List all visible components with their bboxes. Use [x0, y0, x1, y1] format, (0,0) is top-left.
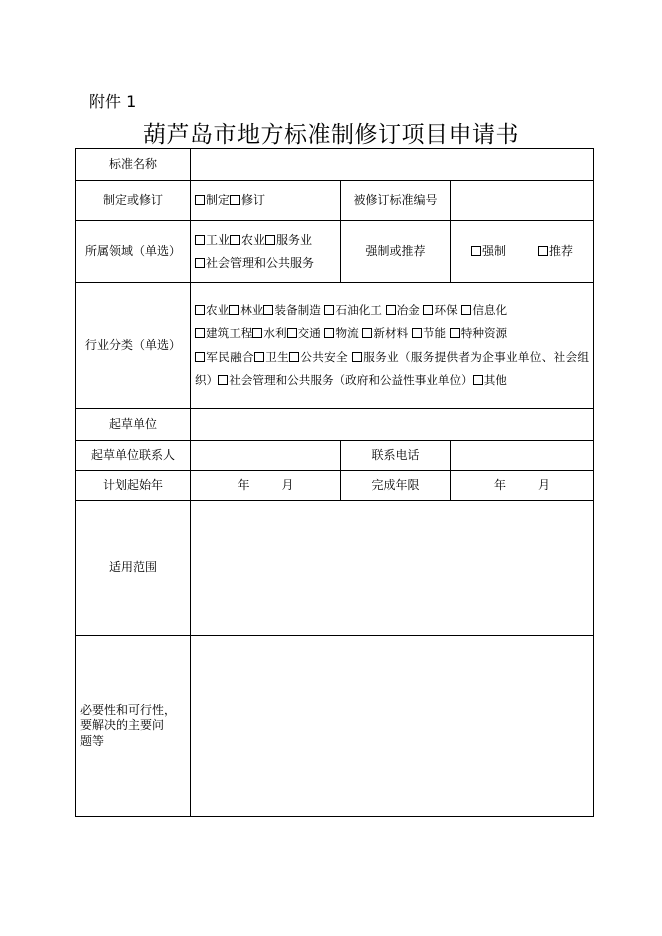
row-scope	[76, 501, 594, 636]
row-standard-name	[76, 149, 594, 181]
application-form	[75, 148, 594, 817]
industry-option-7[interactable]: 建筑工程	[195, 326, 252, 340]
industry-option-8[interactable]: 水利	[252, 326, 286, 340]
label-phone: 联系电话	[341, 441, 451, 471]
phone-field[interactable]	[451, 441, 594, 471]
industry-option-17[interactable]: 服务业（服务提供者为企事业单位、社会组织）	[195, 349, 589, 387]
option-formulate[interactable]: 制定	[195, 193, 230, 207]
label-start-year: 计划起始年	[76, 471, 191, 501]
industry-option-0[interactable]: 农业	[195, 303, 229, 317]
checkbox-icon	[230, 235, 240, 245]
industry-option-1[interactable]: 林业	[229, 303, 263, 317]
checkbox-icon	[195, 235, 205, 245]
checkbox-icon	[289, 352, 299, 362]
option-social-management[interactable]: 社会管理和公共服务	[195, 256, 314, 270]
necessity-field[interactable]	[191, 636, 594, 817]
industry-options	[191, 283, 594, 409]
nature-options	[451, 221, 594, 283]
industry-option-11[interactable]: 新材料	[362, 326, 408, 340]
page-title: 葫芦岛市地方标准制修订项目申请书	[143, 122, 519, 148]
checkbox-icon	[195, 328, 205, 338]
industry-option-18[interactable]: 社会管理和公共服务（政府和公益性事业单位）	[218, 373, 472, 387]
checkbox-icon	[362, 328, 372, 338]
row-field	[76, 221, 594, 283]
checkbox-icon	[412, 328, 422, 338]
option-mandatory[interactable]: 强制	[471, 244, 506, 258]
label-deadline: 完成年限	[341, 471, 451, 501]
industry-option-6[interactable]: 信息化	[461, 303, 507, 317]
label-contact: 起草单位联系人	[76, 441, 191, 471]
checkbox-icon	[265, 235, 275, 245]
row-dates	[76, 471, 594, 501]
row-drafter	[76, 409, 594, 441]
checkbox-icon	[229, 305, 239, 315]
row-necessity	[76, 636, 594, 817]
type-options	[191, 181, 341, 221]
revised-standard-no-field[interactable]	[451, 181, 594, 221]
industry-option-10[interactable]: 物流	[324, 326, 358, 340]
deadline-field[interactable]: 年 月	[451, 471, 594, 501]
attachment-label: 附件 1	[89, 92, 137, 111]
checkbox-icon	[254, 352, 264, 362]
checkbox-icon	[450, 328, 460, 338]
label-industry: 行业分类（单选）	[76, 283, 191, 409]
row-industry	[76, 283, 594, 409]
field-options	[191, 221, 341, 283]
checkbox-icon	[538, 246, 548, 256]
start-year-field[interactable]: 年 月	[191, 471, 341, 501]
option-revise[interactable]: 修订	[230, 193, 265, 207]
option-service[interactable]: 服务业	[265, 233, 312, 247]
standard-name-field[interactable]	[191, 149, 594, 181]
industry-option-15[interactable]: 卫生	[254, 350, 289, 364]
industry-option-12[interactable]: 节能	[412, 326, 446, 340]
checkbox-icon	[230, 195, 240, 205]
checkbox-icon	[195, 352, 205, 362]
contact-field[interactable]	[191, 441, 341, 471]
label-drafter: 起草单位	[76, 409, 191, 441]
industry-option-5[interactable]: 环保	[423, 303, 457, 317]
checkbox-icon	[324, 305, 334, 315]
label-field: 所属领域（单选）	[76, 221, 191, 283]
industry-option-16[interactable]: 公共安全	[289, 350, 348, 364]
checkbox-icon	[386, 305, 396, 315]
label-scope: 适用范围	[76, 501, 191, 636]
industry-option-9[interactable]: 交通	[287, 326, 321, 340]
checkbox-icon	[287, 328, 297, 338]
industry-option-3[interactable]: 石油化工	[324, 303, 381, 317]
checkbox-icon	[263, 305, 273, 315]
label-revised-standard-no: 被修订标准编号	[341, 181, 451, 221]
checkbox-icon	[195, 258, 205, 268]
checkbox-icon	[473, 375, 483, 385]
label-standard-name: 标准名称	[76, 149, 191, 181]
checkbox-icon	[252, 328, 262, 338]
row-type	[76, 181, 594, 221]
row-contact	[76, 441, 594, 471]
option-agriculture[interactable]: 农业	[230, 233, 265, 247]
label-type: 制定或修订	[76, 181, 191, 221]
checkbox-icon	[461, 305, 471, 315]
checkbox-icon	[471, 246, 481, 256]
industry-option-2[interactable]: 装备制造	[263, 303, 320, 317]
checkbox-icon	[352, 352, 362, 362]
label-necessity: 必要性和可行性， 要解决的主要问 题等	[76, 636, 191, 817]
industry-option-19[interactable]: 其他	[473, 373, 507, 387]
checkbox-icon	[218, 375, 228, 385]
label-nature: 强制或推荐	[341, 221, 451, 283]
industry-option-14[interactable]: 军民融合	[195, 350, 254, 364]
option-industry[interactable]: 工业	[195, 233, 230, 247]
drafter-field[interactable]	[191, 409, 594, 441]
scope-field[interactable]	[191, 501, 594, 636]
option-recommended[interactable]: 推荐	[538, 244, 573, 258]
checkbox-icon	[423, 305, 433, 315]
checkbox-icon	[195, 305, 205, 315]
industry-option-13[interactable]: 特种资源	[450, 326, 507, 340]
checkbox-icon	[195, 195, 205, 205]
industry-option-4[interactable]: 冶金	[386, 303, 420, 317]
checkbox-icon	[324, 328, 334, 338]
